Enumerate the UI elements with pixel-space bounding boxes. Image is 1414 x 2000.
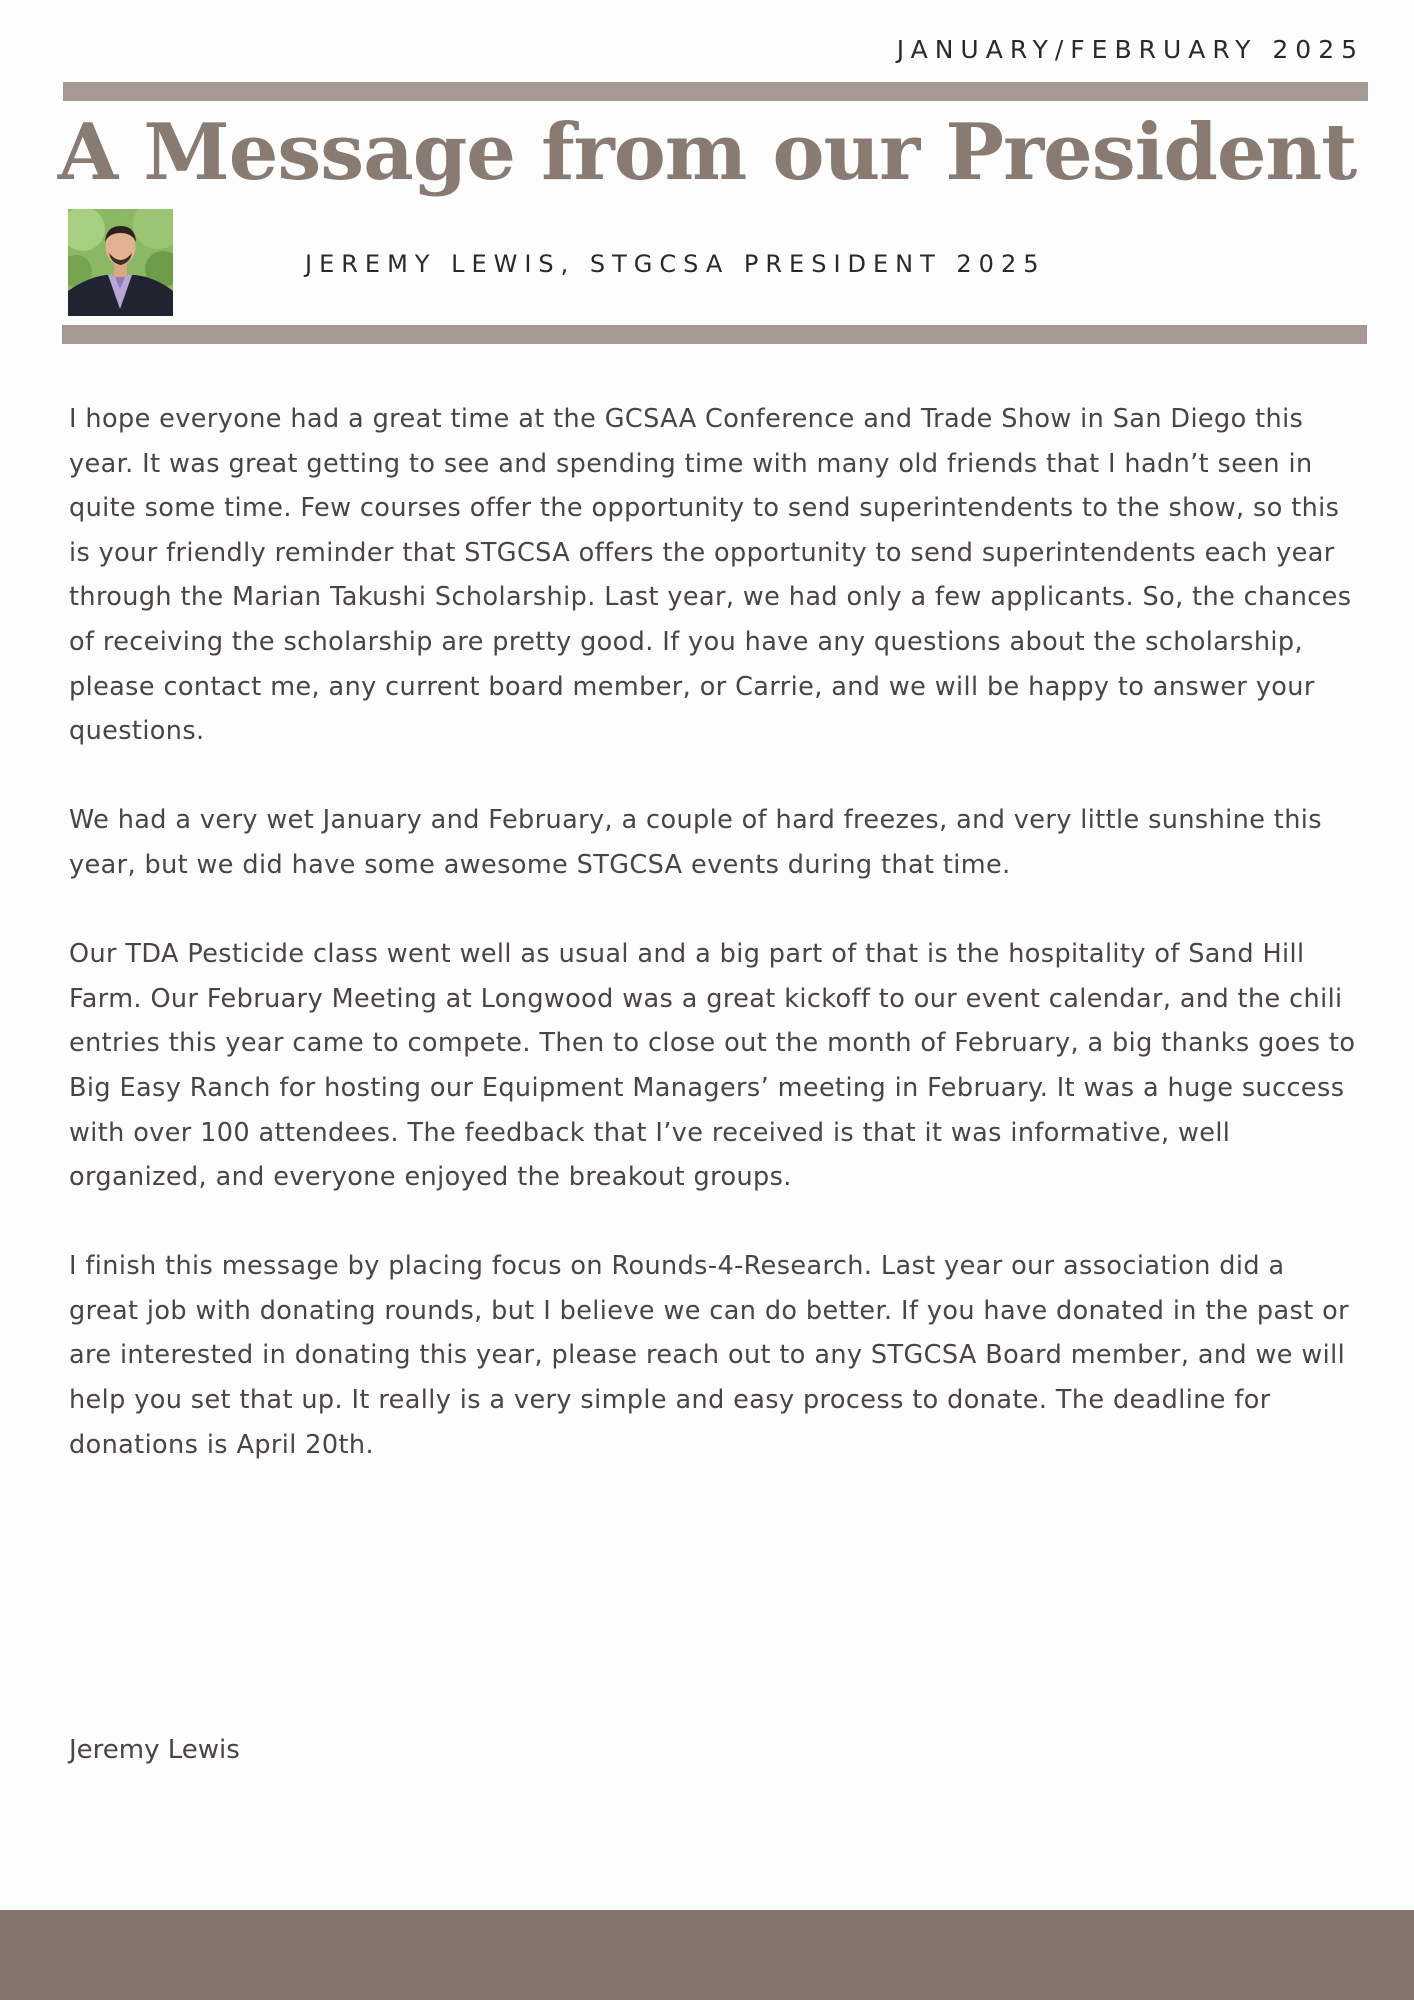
paragraph: I finish this message by placing focus on Rounds-4-Research. Last year our association did a great job with donating rounds, but I believe we can do better. If you have donated in the past or are interested in donating this year, please reach out to any STGCSA Board member, and we will help you set that up. It really is a very simple and easy process to donate. The deadline for donations is April 20th. bbox=[69, 1251, 1350, 1460]
paragraph: I hope everyone had a great time at the GCSAA Conference and Trade Show in San Diego this year. It was great getting to see and spending time with many old friends that I hadn’t seen in quite some time. Few courses offer the opportunity to send superintendents to the show, so this is your friendly reminder that STGCSA offers the opportunity to send superintendents each year through the Marian Takushi Scholarship. Last year, we had only a few applicants. So, the chances of receiving the scholarship are pretty good. If you have any questions about the scholarship, please contact me, any current board member, or Carrie, and we will be happy to answer your questions. bbox=[69, 404, 1352, 747]
page-title: A Message from our President bbox=[57, 107, 1357, 198]
header-rule-bottom bbox=[62, 325, 1367, 344]
byline: JEREMY LEWIS, STGCSA PRESIDENT 2025 bbox=[305, 250, 1046, 278]
header-rule-top bbox=[63, 82, 1368, 101]
portrait-image bbox=[68, 209, 173, 316]
footer-band bbox=[0, 1910, 1414, 2000]
paragraph: We had a very wet January and February, a couple of hard freezes, and very little sunshine this year, but we did have some awesome STGCSA events during that time. bbox=[69, 805, 1322, 880]
paragraph: Our TDA Pesticide class went well as usual and a big part of that is the hospitality of Sand Hill Farm. Our February Meeting at Longwood was a great kickoff to our event calendar, and the chili entries this year came to compete. Then to close out the month of February, a big thanks goes to Big Easy Ranch for hosting our Equipment Managers’ meeting in February. It was a huge success with over 100 attendees. The feedback that I’ve received is that it was informative, well organized, and everyone enjoyed the breakout groups. bbox=[69, 939, 1356, 1193]
letter-body bbox=[69, 397, 1359, 1512]
signature: Jeremy Lewis bbox=[69, 1735, 240, 1765]
issue-date: JANUARY/FEBRUARY 2025 bbox=[896, 35, 1364, 64]
president-portrait bbox=[68, 209, 173, 316]
